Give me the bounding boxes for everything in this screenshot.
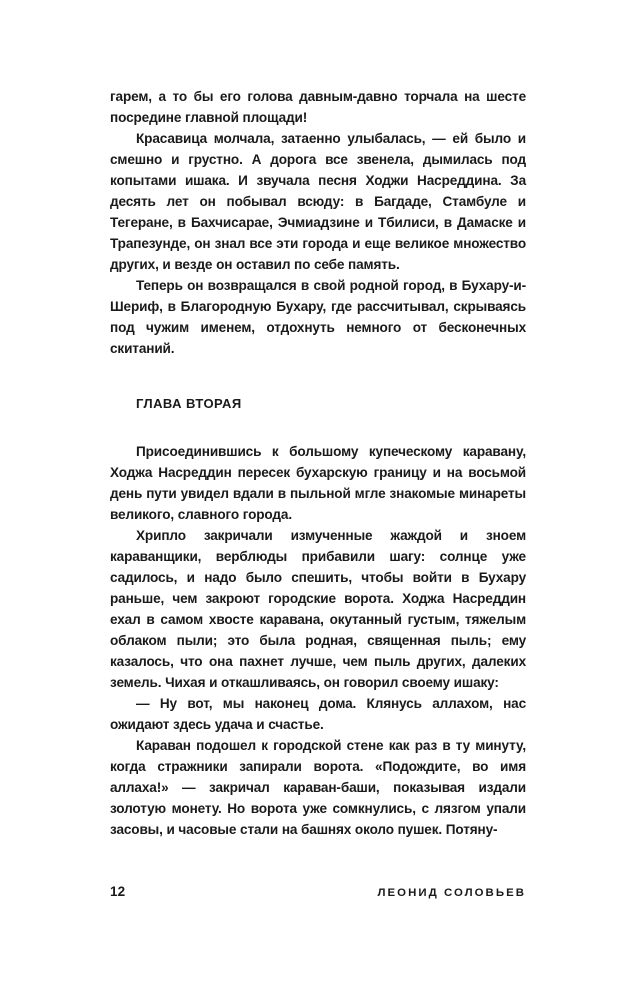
paragraph: Красавица молчала, затаенно улыбалась, — ей было и смешно и грустно. А дорога все звенела, дымилась под копытами ишака. И звучала песня Ходжи Насреддина. За десять лет он побывал всюду: в Багдаде, Стамбуле и Тегеране, в Бахчисарае, Эчмиадзине и Тбилиси, в Дамаске и Трапезунде, он знал все эти города и еще великое множество других, и везде он оставил по себе память.	[110, 131, 526, 272]
chapter-heading: ГЛАВА ВТОРАЯ	[136, 396, 242, 411]
heading-spacer-below	[110, 414, 526, 441]
paragraph: Теперь он возвращался в свой родной город, в Бухару-и-Шериф, в Благородную Бухару, где рассчитывал, скрываясь под чужим именем, отдохнуть немного от бесконечных скитаний.	[110, 278, 526, 356]
paragraph-dialogue: — Ну вот, мы наконец дома. Клянусь аллахом, нас ожидают здесь удача и счастье.	[110, 696, 526, 732]
text-column	[110, 86, 526, 840]
page-number: 12	[110, 884, 126, 899]
paragraph: Караван подошел к городской стене как раз в ту минуту, когда стражники запирали ворота. «Подождите, во имя аллаха!» — закричал караван-баши, показывая издали золотую монету. Но ворота уже сомкнулись, с лязгом упали засовы, и часовые стали на башнях около пушек. Потяну-	[110, 738, 526, 837]
paragraph-continued: гарем, а то бы его голова давным-давно торчала на шесте посредине главной площади!	[110, 89, 526, 125]
heading-spacer-above	[110, 359, 526, 393]
paragraph: Присоединившись к большому купеческому каравану, Ходжа Насреддин пересек бухарскую границу и на восьмой день пути увидел вдали в пыльной мгле знакомые минареты великого, славного города.	[110, 444, 526, 522]
page-footer	[110, 884, 526, 899]
paragraph: Хрипло закричали измученные жаждой и зноем караванщики, верблюды прибавили шагу: солнце уже садилось, и надо было спешить, чтобы войти в Бухару раньше, чем закроют городские ворота. Ходжа Насреддин ехал в самом хвосте каравана, окутанный густым, тяжелым облаком пыли; это была родная, священная пыль; ему казалось, что она пахнет лучше, чем пыль других, далеких земель. Чихая и откашливаясь, он говорил своему ишаку:	[110, 528, 526, 690]
running-head-author: ЛЕОНИД СОЛОВЬЕВ	[377, 887, 526, 899]
